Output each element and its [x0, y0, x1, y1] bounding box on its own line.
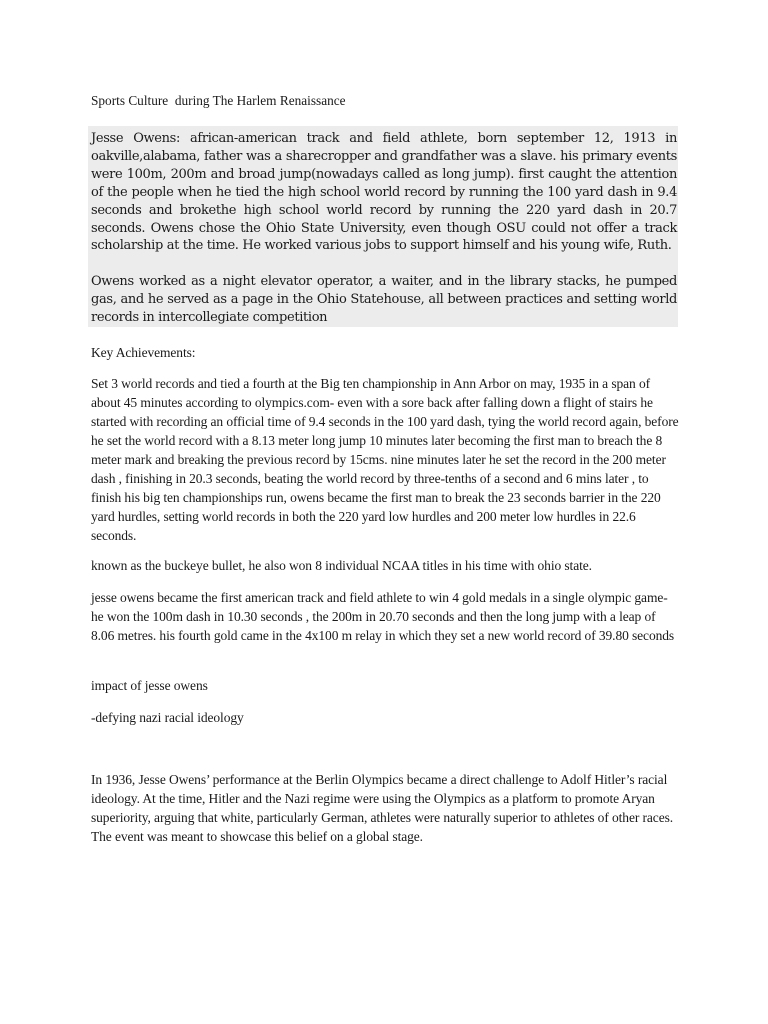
impact-heading: impact of jesse owens: [91, 678, 208, 693]
intro-paragraph: Jesse Owens: african-american track and field athlete, born september 12, 1913 in oakville,alabama, father was a sharecropper and grandfather was a slave. his primary events were 100m, 200m and broad jump(nowadays called as long jump). first caught the attention of the people when he tied the high school world record by running the 100 yard dash in 9.4 seconds and brokethe high school world record by running the 220 yard dash in 20.7 seconds. Owens chose the Ohio State University, even though OSU could not offer a track scholarship at the time. He worked various jobs to support himself and his young wife, Ruth.: [91, 131, 677, 254]
key-achievements-heading: Key Achievements:: [91, 345, 196, 360]
buckeye-paragraph: known as the buckeye bullet, he also won 8 individual NCAA titles in his time with ohio state.: [91, 558, 592, 573]
jobs-paragraph: Owens worked as a night elevator operator, a waiter, and in the library stacks, he pumped gas, and he served as a page in the Ohio Statehouse, all between practices and setting world records in intercollegiate competition: [91, 274, 677, 325]
berlin-paragraph: In 1936, Jesse Owens’ performance at the Berlin Olympics became a direct challenge to Adolf Hitler’s racial ideology. At the time, Hitler and the Nazi regime were using the Olympics as a platform to promote Aryan superiority, arguing that white, particularly German, athletes were naturally superior to athletes of other races. The event was meant to showcase this belief on a global stage.: [91, 772, 674, 844]
document-title: Sports Culture during The Harlem Renaissance: [91, 93, 346, 108]
defying-heading: -defying nazi racial ideology: [91, 710, 244, 725]
records-paragraph: Set 3 world records and tied a fourth at the Big ten championship in Ann Arbor on may, 1935 in a span of about 45 minutes according to olympics.com- even with a sore back after falling down a flight of stairs he started with recording an official time of 9.4 seconds in the 100 yard dash, tying the world record again, before he set the world record with a 8.13 meter long jump 10 minutes later becoming the first man to breach the 8 meter mark and breaking the previous record by 15cms. nine minutes later he set the record in the 200 meter dash , finishing in 20.3 seconds, beating the world record by three-tenths of a second and 6 mins later , to finish his big ten championships run, owens became the first man to break the 23 seconds barrier in the 220 yard hurdles, setting world records in both the 220 yard low hurdles and 200 meter low hurdles in 22.6 seconds.: [91, 376, 679, 543]
gold-medals-paragraph: jesse owens became the first american track and field athlete to win 4 gold medals in a single olympic game- he won the 100m dash in 10.30 seconds , the 200m in 20.70 seconds and then the long jump with a leap of 8.06 metres. his fourth gold came in the 4x100 m relay in which they set a new world record of 39.80 seconds: [91, 590, 675, 643]
